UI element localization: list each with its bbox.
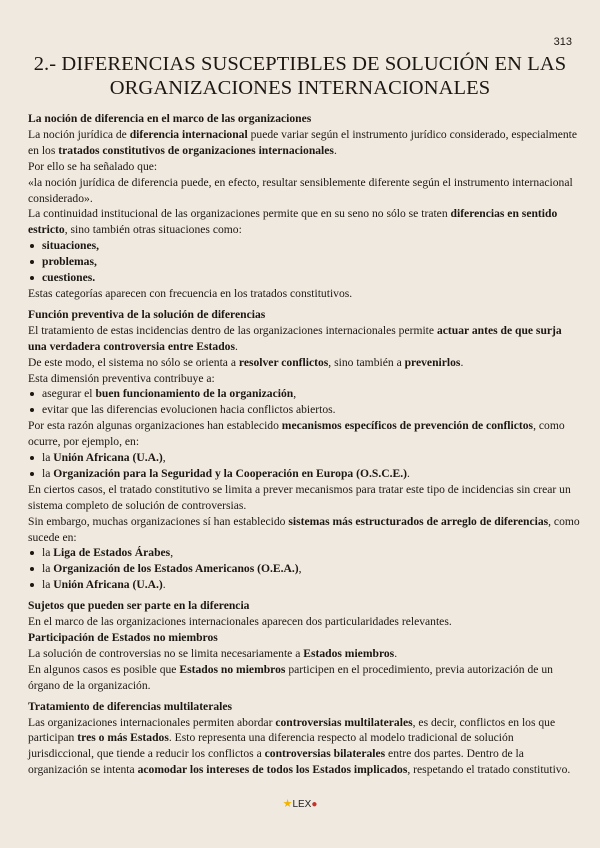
list-item: la Unión Africana (U.A.). [28,577,580,593]
list-item: evitar que las diferencias evolucionen hacia conflictos abiertos. [28,402,580,418]
footer-logo [0,797,600,810]
paragraph: El tratamiento de estas incidencias dentro de las organizaciones internacionales permite actuar antes de que surja una verdadera controversia entre Estados. [28,323,562,353]
bullet-list [28,386,580,418]
paragraph: En algunos casos es posible que Estados no miembros participen en el procedimiento, previa autorización de un órgano de la organización. [28,662,553,692]
list-item: la Organización de los Estados Americanos (O.E.A.), [28,561,580,577]
bullet-list [28,545,580,593]
paragraph: Sin embargo, muchas organizaciones sí han establecido sistemas más estructurados de arreglo de diferencias, como sucede en: [28,514,580,544]
drop-icon: ● [311,799,318,810]
quote: «la noción jurídica de diferencia puede, en efecto, resultar sensiblemente diferente según el instrumento internacional considerado». [28,175,573,205]
page-title-line-1: 2.- DIFERENCIAS SUSCEPTIBLES DE SOLUCIÓN EN LAS [33,53,567,75]
paragraph: En el marco de las organizaciones internacionales aparecen dos particularidades relevantes. [28,615,452,629]
paragraph: La solución de controversias no se limita necesariamente a Estados miembros. [28,646,398,660]
section-heading: Sujetos que pueden ser parte en la diferencia [28,599,250,613]
star-icon: ★ [282,798,293,810]
page-title [20,52,580,100]
paragraph: Por ello se ha señalado que: [28,159,158,173]
paragraph: Esta dimensión preventiva contribuye a: [28,371,215,385]
list-item: problemas, [28,254,580,270]
page-body [28,111,580,778]
paragraph: Por esta razón algunas organizaciones han establecido mecanismos específicos de prevención de conflictos, como ocurre, por ejemplo, en: [28,419,565,449]
list-item: asegurar el buen funcionamiento de la organización, [28,386,580,402]
section-heading: Tratamiento de diferencias multilaterales [28,699,233,713]
logo-text: LEX [292,799,312,810]
list-item: situaciones, [28,238,580,254]
paragraph: Estas categorías aparecen con frecuencia en los tratados constitutivos. [28,286,353,300]
page-number: 313 [553,36,572,48]
paragraph: La noción jurídica de diferencia internacional puede variar según el instrumento jurídico considerado, especialmente en los tratados constitutivos de organizaciones internacionales. [28,127,578,157]
subsection-heading: Participación de Estados no miembros [28,631,218,644]
section-heading: Función preventiva de la solución de diferencias [28,307,266,321]
list-item: cuestiones. [28,270,580,286]
list-item: la Unión Africana (U.A.), [28,450,580,466]
bullet-list [28,238,580,286]
paragraph: Las organizaciones internacionales permiten abordar controversias multilaterales, es decir, conflictos en los que participan tres o más Estados. Esto representa una diferencia respecto al modelo tradicional de solución jurisdiccional, que tiende a reducir los conflictos a controversias bilaterales entre dos partes. Dentro de la organización se intenta acomodar los intereses de todos los Estados implicados, respetando el tratado constitutivo. [28,715,571,777]
paragraph: En ciertos casos, el tratado constitutivo se limita a prever mecanismos para tratar este tipo de incidencias sin crear un sistema completo de solución de controversias. [28,482,571,512]
page-title-line-2: ORGANIZACIONES INTERNACIONALES [109,77,491,99]
section-heading: La noción de diferencia en el marco de las organizaciones [28,112,312,125]
paragraph: De este modo, el sistema no sólo se orienta a resolver conflictos, sino también a prevenirlos. [28,355,464,369]
paragraph: La continuidad institucional de las organizaciones permite que en su seno no sólo se traten diferencias en sentido estricto, sino también otras situaciones como: [28,207,558,237]
list-item: la Organización para la Seguridad y la Cooperación en Europa (O.S.C.E.). [28,466,580,482]
list-item: la Liga de Estados Árabes, [28,545,580,561]
bullet-list [28,450,580,482]
